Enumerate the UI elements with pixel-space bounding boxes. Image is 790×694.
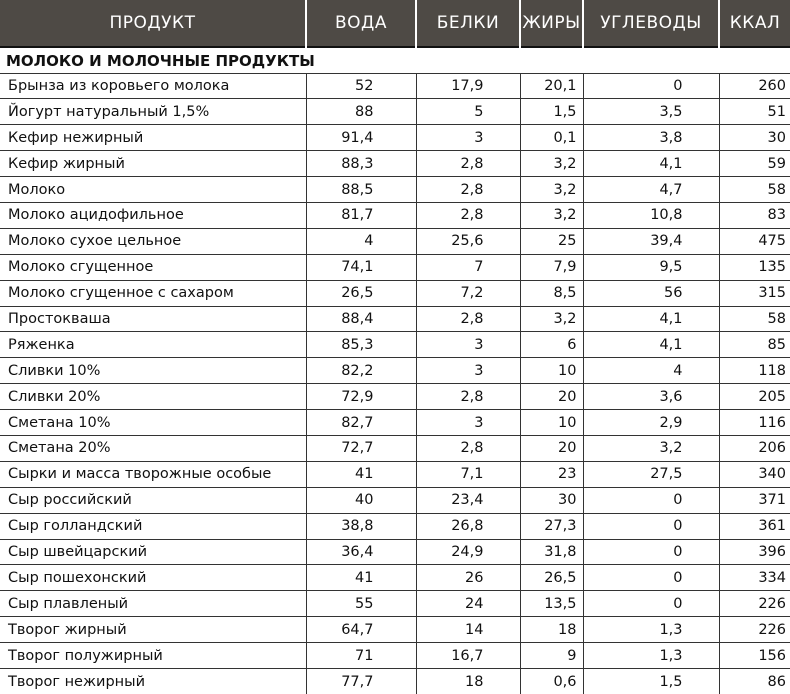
cell-fat: 18: [520, 617, 583, 643]
header-fat: ЖИРЫ: [520, 0, 583, 47]
cell-carbs: 3,6: [583, 384, 719, 410]
table-row: [0, 125, 790, 151]
table-row: [0, 332, 790, 358]
cell-water: 82,7: [306, 410, 416, 436]
cell-fat: 10: [520, 358, 583, 384]
cell-protein: 25,6: [416, 228, 520, 254]
cell-kcal: 86: [719, 668, 790, 694]
cell-carbs: 0: [583, 539, 719, 565]
cell-water: 55: [306, 591, 416, 617]
cell-protein: 5: [416, 99, 520, 125]
table-row: [0, 202, 790, 228]
cell-product: Сыр голландский: [0, 513, 306, 539]
cell-kcal: 226: [719, 617, 790, 643]
cell-product: Сыр швейцарский: [0, 539, 306, 565]
cell-carbs: 0: [583, 513, 719, 539]
cell-fat: 9: [520, 643, 583, 669]
cell-protein: 2,8: [416, 177, 520, 203]
cell-product: Молоко сухое цельное: [0, 228, 306, 254]
table-row: [0, 435, 790, 461]
table-row: [0, 410, 790, 436]
cell-water: 85,3: [306, 332, 416, 358]
cell-protein: 26,8: [416, 513, 520, 539]
table-row: [0, 565, 790, 591]
cell-product: Простокваша: [0, 306, 306, 332]
table-row: [0, 358, 790, 384]
cell-water: 71: [306, 643, 416, 669]
table-row: [0, 99, 790, 125]
cell-protein: 2,8: [416, 306, 520, 332]
cell-water: 26,5: [306, 280, 416, 306]
cell-protein: 18: [416, 668, 520, 694]
cell-fat: 31,8: [520, 539, 583, 565]
table-row: [0, 617, 790, 643]
cell-water: 64,7: [306, 617, 416, 643]
table-row: [0, 513, 790, 539]
cell-kcal: 116: [719, 410, 790, 436]
cell-product: Брынза из коровьего молока: [0, 73, 306, 99]
cell-carbs: 56: [583, 280, 719, 306]
cell-fat: 8,5: [520, 280, 583, 306]
section-title: МОЛОКО И МОЛОЧНЫЕ ПРОДУКТЫ: [0, 47, 790, 73]
cell-fat: 3,2: [520, 151, 583, 177]
cell-product: Йогурт натуральный 1,5%: [0, 99, 306, 125]
cell-kcal: 361: [719, 513, 790, 539]
cell-kcal: 205: [719, 384, 790, 410]
cell-kcal: 58: [719, 177, 790, 203]
cell-kcal: 315: [719, 280, 790, 306]
cell-carbs: 4: [583, 358, 719, 384]
cell-kcal: 226: [719, 591, 790, 617]
cell-water: 74,1: [306, 254, 416, 280]
cell-water: 40: [306, 487, 416, 513]
cell-water: 52: [306, 73, 416, 99]
section-row: [0, 47, 790, 73]
cell-carbs: 1,3: [583, 617, 719, 643]
cell-product: Молоко: [0, 177, 306, 203]
cell-water: 72,9: [306, 384, 416, 410]
cell-protein: 7,2: [416, 280, 520, 306]
table-row: [0, 228, 790, 254]
table-row: [0, 280, 790, 306]
cell-carbs: 27,5: [583, 461, 719, 487]
cell-protein: 17,9: [416, 73, 520, 99]
cell-fat: 6: [520, 332, 583, 358]
cell-carbs: 10,8: [583, 202, 719, 228]
cell-product: Сливки 20%: [0, 384, 306, 410]
header-product: ПРОДУКТ: [0, 0, 306, 47]
cell-water: 4: [306, 228, 416, 254]
cell-carbs: 2,9: [583, 410, 719, 436]
cell-fat: 7,9: [520, 254, 583, 280]
cell-fat: 25: [520, 228, 583, 254]
table-row: [0, 73, 790, 99]
cell-protein: 2,8: [416, 435, 520, 461]
cell-fat: 20: [520, 384, 583, 410]
cell-product: Сметана 10%: [0, 410, 306, 436]
cell-fat: 27,3: [520, 513, 583, 539]
cell-carbs: 1,5: [583, 668, 719, 694]
cell-fat: 26,5: [520, 565, 583, 591]
cell-kcal: 30: [719, 125, 790, 151]
header-protein: БЕЛКИ: [416, 0, 520, 47]
table-row: [0, 177, 790, 203]
cell-carbs: 0: [583, 73, 719, 99]
cell-protein: 2,8: [416, 202, 520, 228]
cell-protein: 3: [416, 332, 520, 358]
cell-water: 88,3: [306, 151, 416, 177]
table-row: [0, 461, 790, 487]
cell-fat: 0,6: [520, 668, 583, 694]
cell-fat: 0,1: [520, 125, 583, 151]
cell-product: Кефир жирный: [0, 151, 306, 177]
cell-fat: 1,5: [520, 99, 583, 125]
cell-water: 91,4: [306, 125, 416, 151]
cell-kcal: 340: [719, 461, 790, 487]
header-water: ВОДА: [306, 0, 416, 47]
cell-kcal: 156: [719, 643, 790, 669]
cell-carbs: 3,5: [583, 99, 719, 125]
cell-water: 88,4: [306, 306, 416, 332]
cell-protein: 23,4: [416, 487, 520, 513]
cell-protein: 2,8: [416, 151, 520, 177]
cell-kcal: 396: [719, 539, 790, 565]
table-row: [0, 539, 790, 565]
cell-kcal: 59: [719, 151, 790, 177]
table-row: [0, 384, 790, 410]
cell-water: 82,2: [306, 358, 416, 384]
cell-fat: 20: [520, 435, 583, 461]
cell-carbs: 3,2: [583, 435, 719, 461]
cell-protein: 2,8: [416, 384, 520, 410]
table-row: [0, 668, 790, 694]
cell-carbs: 4,1: [583, 306, 719, 332]
cell-carbs: 4,7: [583, 177, 719, 203]
cell-kcal: 51: [719, 99, 790, 125]
cell-fat: 10: [520, 410, 583, 436]
cell-protein: 26: [416, 565, 520, 591]
cell-protein: 3: [416, 125, 520, 151]
cell-protein: 24,9: [416, 539, 520, 565]
cell-water: 72,7: [306, 435, 416, 461]
table-row: [0, 487, 790, 513]
cell-carbs: 0: [583, 487, 719, 513]
header-carbs: УГЛЕВОДЫ: [583, 0, 719, 47]
cell-fat: 20,1: [520, 73, 583, 99]
cell-product: Сыр плавленый: [0, 591, 306, 617]
cell-protein: 7: [416, 254, 520, 280]
cell-kcal: 206: [719, 435, 790, 461]
cell-product: Кефир нежирный: [0, 125, 306, 151]
cell-fat: 3,2: [520, 177, 583, 203]
cell-fat: 23: [520, 461, 583, 487]
cell-product: Молоко ацидофильное: [0, 202, 306, 228]
cell-product: Творог нежирный: [0, 668, 306, 694]
cell-fat: 3,2: [520, 202, 583, 228]
cell-water: 88: [306, 99, 416, 125]
cell-kcal: 260: [719, 73, 790, 99]
cell-carbs: 1,3: [583, 643, 719, 669]
cell-kcal: 118: [719, 358, 790, 384]
cell-product: Ряженка: [0, 332, 306, 358]
cell-kcal: 58: [719, 306, 790, 332]
cell-product: Сливки 10%: [0, 358, 306, 384]
cell-protein: 16,7: [416, 643, 520, 669]
cell-product: Творог жирный: [0, 617, 306, 643]
cell-fat: 3,2: [520, 306, 583, 332]
cell-product: Сырки и масса творожные особые: [0, 461, 306, 487]
cell-protein: 14: [416, 617, 520, 643]
cell-carbs: 4,1: [583, 332, 719, 358]
cell-fat: 30: [520, 487, 583, 513]
cell-product: Молоко сгущенное: [0, 254, 306, 280]
cell-water: 36,4: [306, 539, 416, 565]
cell-carbs: 0: [583, 565, 719, 591]
cell-water: 88,5: [306, 177, 416, 203]
cell-water: 38,8: [306, 513, 416, 539]
cell-product: Сыр пошехонский: [0, 565, 306, 591]
cell-water: 41: [306, 461, 416, 487]
table-row: [0, 306, 790, 332]
table-row: [0, 591, 790, 617]
cell-product: Сметана 20%: [0, 435, 306, 461]
cell-protein: 3: [416, 410, 520, 436]
table-row: [0, 254, 790, 280]
cell-carbs: 3,8: [583, 125, 719, 151]
cell-water: 77,7: [306, 668, 416, 694]
cell-protein: 3: [416, 358, 520, 384]
cell-protein: 7,1: [416, 461, 520, 487]
header-row: [0, 0, 790, 47]
cell-product: Творог полужирный: [0, 643, 306, 669]
cell-kcal: 83: [719, 202, 790, 228]
table-row: [0, 643, 790, 669]
header-kcal: ККАЛ: [729, 13, 781, 33]
cell-fat: 13,5: [520, 591, 583, 617]
cell-kcal: 371: [719, 487, 790, 513]
cell-product: Молоко сгущенное с сахаром: [0, 280, 306, 306]
table-row: [0, 151, 790, 177]
table-body: [0, 47, 790, 694]
cell-water: 41: [306, 565, 416, 591]
cell-kcal: 334: [719, 565, 790, 591]
cell-kcal: 135: [719, 254, 790, 280]
table-header: [0, 0, 790, 47]
cell-water: 81,7: [306, 202, 416, 228]
cell-carbs: 4,1: [583, 151, 719, 177]
cell-kcal: 475: [719, 228, 790, 254]
cell-carbs: 9,5: [583, 254, 719, 280]
cell-carbs: 39,4: [583, 228, 719, 254]
cell-kcal: 85: [719, 332, 790, 358]
cell-carbs: 0: [583, 591, 719, 617]
cell-protein: 24: [416, 591, 520, 617]
cell-product: Сыр российский: [0, 487, 306, 513]
